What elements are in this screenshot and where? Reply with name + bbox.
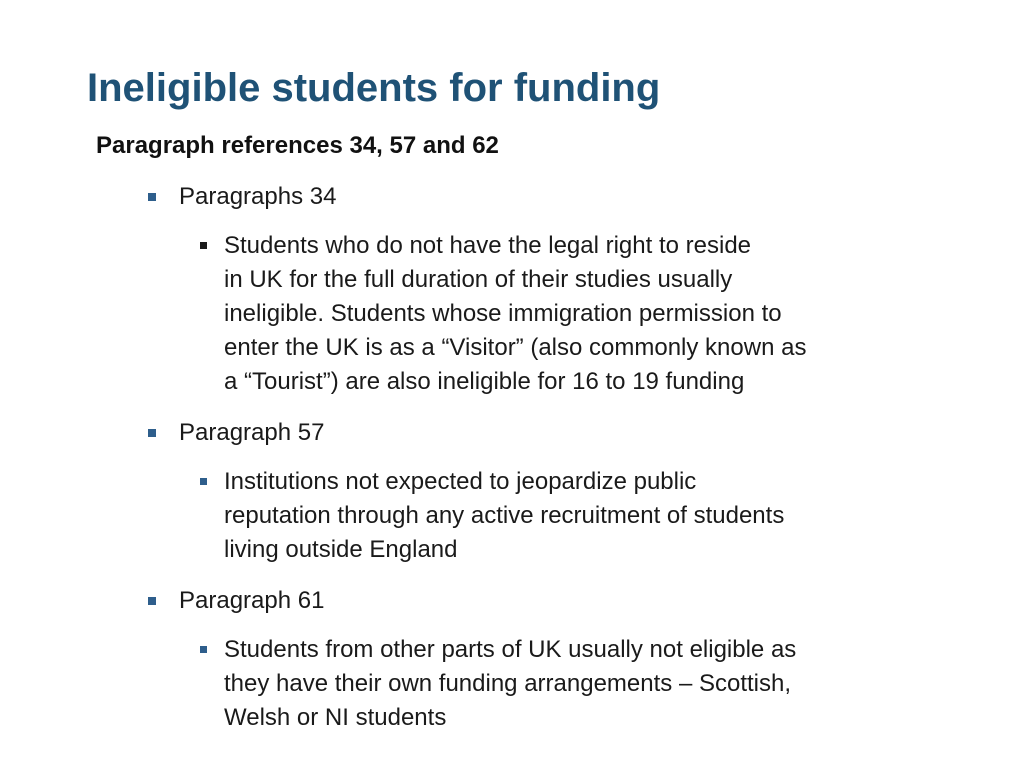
bullet-heading: Paragraphs 34 bbox=[179, 183, 337, 210]
bullet-heading: Paragraph 57 bbox=[179, 419, 325, 446]
square-bullet-icon bbox=[148, 597, 156, 605]
square-bullet-icon bbox=[200, 242, 207, 249]
sub-bullet-text: Students from other parts of UK usually not eligible as they have their own funding arrangements – Scottish, Welsh or NI students bbox=[224, 636, 797, 731]
square-bullet-icon bbox=[148, 193, 156, 201]
sub-bullet-text: Students who do not have the legal right to reside in UK for the full duration of their studies usually ineligible. Students whose immigration permission to enter the UK is as a “Visitor” (also commonly known as a “Tourist”) are also ineligible for 16 to 19 funding bbox=[224, 232, 807, 395]
square-bullet-icon bbox=[200, 478, 207, 485]
bullet-heading: Paragraph 61 bbox=[179, 587, 325, 614]
slide-title: Ineligible students for funding bbox=[87, 66, 661, 110]
square-bullet-icon bbox=[200, 646, 207, 653]
slide-subtitle: Paragraph references 34, 57 and 62 bbox=[96, 132, 499, 159]
sub-bullet-text: Institutions not expected to jeopardize public reputation through any active recruitment of students living outside England bbox=[224, 468, 785, 563]
square-bullet-icon bbox=[148, 429, 156, 437]
